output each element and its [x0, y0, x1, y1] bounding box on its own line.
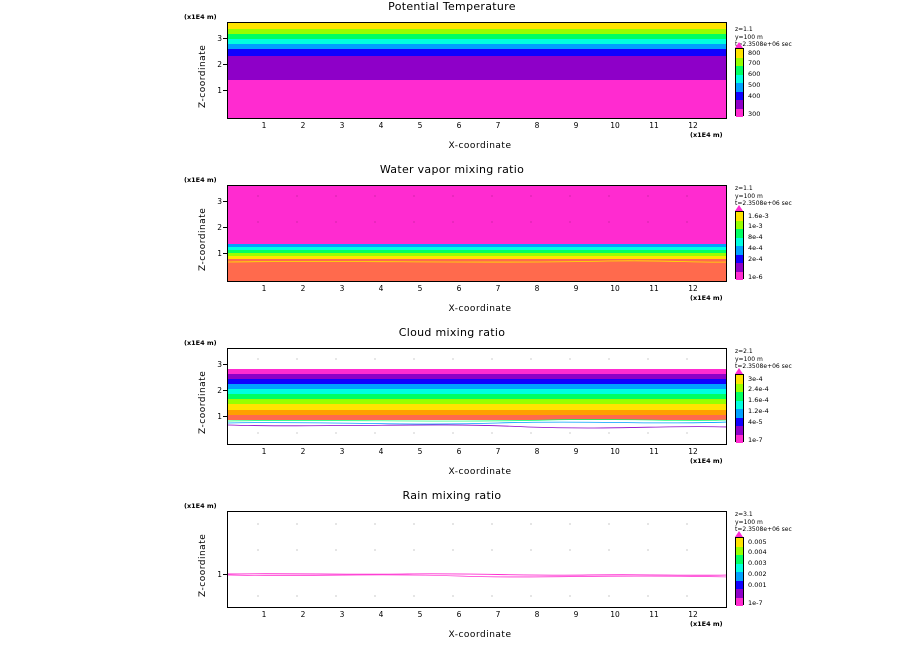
- x-tick-label: 10: [610, 610, 620, 619]
- x-tick-label: 2: [300, 121, 306, 130]
- x-tick-label: 4: [378, 447, 384, 456]
- y-tick-mark: [223, 253, 227, 254]
- x-tick-label: 8: [534, 610, 540, 619]
- colorbar-annotation: [735, 185, 792, 208]
- colorbar-tick-label: 0.005: [748, 538, 767, 546]
- y-tick-label: 1: [217, 570, 222, 579]
- y-tick-mark: [223, 201, 227, 202]
- z-axis-unit: (x1E4 m): [184, 176, 217, 184]
- y-tick-label: 2: [217, 223, 222, 232]
- y-tick-mark: [223, 227, 227, 228]
- colorbar-tick-label: 1.2e-4: [748, 407, 769, 415]
- x-tick-label: 10: [610, 447, 620, 456]
- x-tick-label: 3: [339, 610, 345, 619]
- x-tick-label: 9: [573, 284, 579, 293]
- x-tick-label: 8: [534, 447, 540, 456]
- x-tick-label: 12: [688, 121, 698, 130]
- y-tick-mark: [223, 64, 227, 65]
- colorbar-tick-label: 300: [748, 110, 761, 118]
- colorbar-annotation: [735, 511, 792, 534]
- contour-band: [228, 80, 726, 119]
- annotation-line: y=100 m: [735, 518, 763, 526]
- x-tick-label: 7: [495, 447, 501, 456]
- colorbar-tick-label: 0.001: [748, 581, 767, 589]
- x-tick-label: 5: [417, 284, 423, 293]
- x-tick-label: 8: [534, 284, 540, 293]
- colorbar-tick-label: 400: [748, 92, 761, 100]
- x-tick-label: 3: [339, 284, 345, 293]
- y-tick-label: 3: [217, 197, 222, 206]
- y-axis-label: Z-coordinate: [198, 44, 208, 108]
- x-tick-label: 1: [261, 447, 267, 456]
- y-tick-label: 1: [217, 412, 222, 421]
- annotation-line: y=100 m: [735, 355, 763, 363]
- colorbar-tick-label: 600: [748, 70, 761, 78]
- y-tick-mark: [223, 416, 227, 417]
- grid-dots: [228, 349, 727, 445]
- x-tick-label: 9: [573, 447, 579, 456]
- x-tick-label: 6: [456, 121, 462, 130]
- z-axis-unit: (x1E4 m): [184, 339, 217, 347]
- plot-area: [227, 22, 727, 119]
- y-tick-mark: [223, 38, 227, 39]
- y-tick-mark: [223, 90, 227, 91]
- x-tick-label: 7: [495, 121, 501, 130]
- annotation-line: z=3.1: [735, 511, 753, 518]
- plot-area: [227, 348, 727, 445]
- colorbar-tick-label: 1e-3: [748, 222, 763, 230]
- contour-band: [228, 49, 726, 56]
- panel-title: Cloud mixing ratio: [398, 326, 506, 339]
- annotation-line: z=1.1: [735, 185, 753, 192]
- x-tick-label: 4: [378, 121, 384, 130]
- x-tick-label: 1: [261, 610, 267, 619]
- colorbar-tick-label: 0.003: [748, 559, 767, 567]
- annotation-line: t=2.3508e+06 sec: [735, 41, 792, 48]
- colorbar-tick-label: 1e-6: [748, 273, 763, 281]
- x-axis-unit: (x1E4 m): [690, 294, 723, 302]
- x-tick-label: 6: [456, 447, 462, 456]
- x-tick-label: 5: [417, 610, 423, 619]
- z-axis-unit: (x1E4 m): [184, 502, 217, 510]
- y-axis-label: Z-coordinate: [198, 533, 208, 597]
- colorbar-tick-label: 4e-5: [748, 418, 763, 426]
- y-tick-label: 2: [217, 60, 222, 69]
- colorbar-tick-label: 8e-4: [748, 233, 763, 241]
- x-tick-label: 7: [495, 610, 501, 619]
- x-tick-label: 11: [649, 284, 659, 293]
- x-tick-label: 10: [610, 284, 620, 293]
- colorbar-tick-label: 500: [748, 81, 761, 89]
- colorbar-tick-label: 1e-7: [748, 599, 763, 607]
- y-axis-label: Z-coordinate: [198, 207, 208, 271]
- x-axis-label: X-coordinate: [448, 630, 512, 640]
- x-tick-label: 12: [688, 610, 698, 619]
- z-axis-unit: (x1E4 m): [184, 13, 217, 21]
- x-tick-label: 4: [378, 284, 384, 293]
- x-tick-label: 1: [261, 284, 267, 293]
- x-tick-label: 6: [456, 284, 462, 293]
- y-tick-label: 3: [217, 34, 222, 43]
- x-axis-label: X-coordinate: [448, 304, 512, 314]
- x-tick-label: 11: [649, 121, 659, 130]
- panel-title: Water vapor mixing ratio: [379, 163, 525, 176]
- panel-water-vapor-mixing-ratio: [0, 163, 904, 323]
- panel-rain-mixing-ratio: [0, 489, 904, 654]
- y-tick-mark: [223, 574, 227, 575]
- colorbar-tick-label: 2.4e-4: [748, 385, 769, 393]
- colorbar-tick-label: 1.6e-3: [748, 212, 769, 220]
- x-tick-label: 8: [534, 121, 540, 130]
- x-axis-label: X-coordinate: [448, 467, 512, 477]
- colorbar: [735, 48, 744, 116]
- x-axis-label: X-coordinate: [448, 141, 512, 151]
- x-tick-label: 5: [417, 121, 423, 130]
- x-tick-label: 1: [261, 121, 267, 130]
- colorbar-tick-label: 3e-4: [748, 375, 763, 383]
- y-tick-mark: [223, 364, 227, 365]
- x-tick-label: 3: [339, 447, 345, 456]
- x-tick-label: 5: [417, 447, 423, 456]
- annotation-line: z=1.1: [735, 26, 753, 33]
- y-tick-label: 2: [217, 386, 222, 395]
- panel-title: Potential Temperature: [388, 0, 516, 13]
- annotation-line: z=2.1: [735, 348, 753, 355]
- x-tick-label: 11: [649, 447, 659, 456]
- x-tick-label: 2: [300, 284, 306, 293]
- y-axis-label: Z-coordinate: [198, 370, 208, 434]
- panel-cloud-mixing-ratio: [0, 326, 904, 486]
- colorbar-tick-label: 2e-4: [748, 255, 763, 263]
- grid-dots: [228, 512, 727, 608]
- annotation-line: t=2.3508e+06 sec: [735, 526, 792, 533]
- colorbar-tick-label: 0.002: [748, 570, 767, 578]
- x-tick-label: 12: [688, 447, 698, 456]
- y-tick-label: 3: [217, 360, 222, 369]
- x-tick-label: 9: [573, 121, 579, 130]
- colorbar-annotation: [735, 26, 792, 49]
- x-tick-label: 2: [300, 447, 306, 456]
- plot-area: [227, 511, 727, 608]
- annotation-line: t=2.3508e+06 sec: [735, 200, 792, 207]
- x-tick-label: 2: [300, 610, 306, 619]
- annotation-line: t=2.3508e+06 sec: [735, 363, 792, 370]
- panel-potential-temperature: [0, 0, 904, 160]
- colorbar-tick-label: 0.004: [748, 548, 767, 556]
- y-tick-label: 1: [217, 249, 222, 258]
- colorbar-annotation: [735, 348, 792, 371]
- contour-band: [228, 56, 726, 80]
- colorbar: [735, 211, 744, 279]
- x-axis-unit: (x1E4 m): [690, 131, 723, 139]
- x-tick-label: 10: [610, 121, 620, 130]
- annotation-line: y=100 m: [735, 192, 763, 200]
- y-tick-mark: [223, 390, 227, 391]
- x-tick-label: 7: [495, 284, 501, 293]
- x-axis-unit: (x1E4 m): [690, 457, 723, 465]
- x-tick-label: 6: [456, 610, 462, 619]
- colorbar-tick-label: 700: [748, 59, 761, 67]
- x-tick-label: 9: [573, 610, 579, 619]
- colorbar-tick-label: 1.6e-4: [748, 396, 769, 404]
- colorbar-tick-label: 1e-7: [748, 436, 763, 444]
- colorbar-tick-label: 800: [748, 49, 761, 57]
- annotation-line: y=100 m: [735, 33, 763, 41]
- colorbar: [735, 537, 744, 605]
- colorbar: [735, 374, 744, 442]
- x-tick-label: 11: [649, 610, 659, 619]
- grid-dots: [228, 186, 727, 282]
- colorbar-tick-label: 4e-4: [748, 244, 763, 252]
- x-tick-label: 3: [339, 121, 345, 130]
- x-axis-unit: (x1E4 m): [690, 620, 723, 628]
- plot-area: [227, 185, 727, 282]
- y-tick-label: 1: [217, 86, 222, 95]
- panel-title: Rain mixing ratio: [402, 489, 502, 502]
- x-tick-label: 12: [688, 284, 698, 293]
- x-tick-label: 4: [378, 610, 384, 619]
